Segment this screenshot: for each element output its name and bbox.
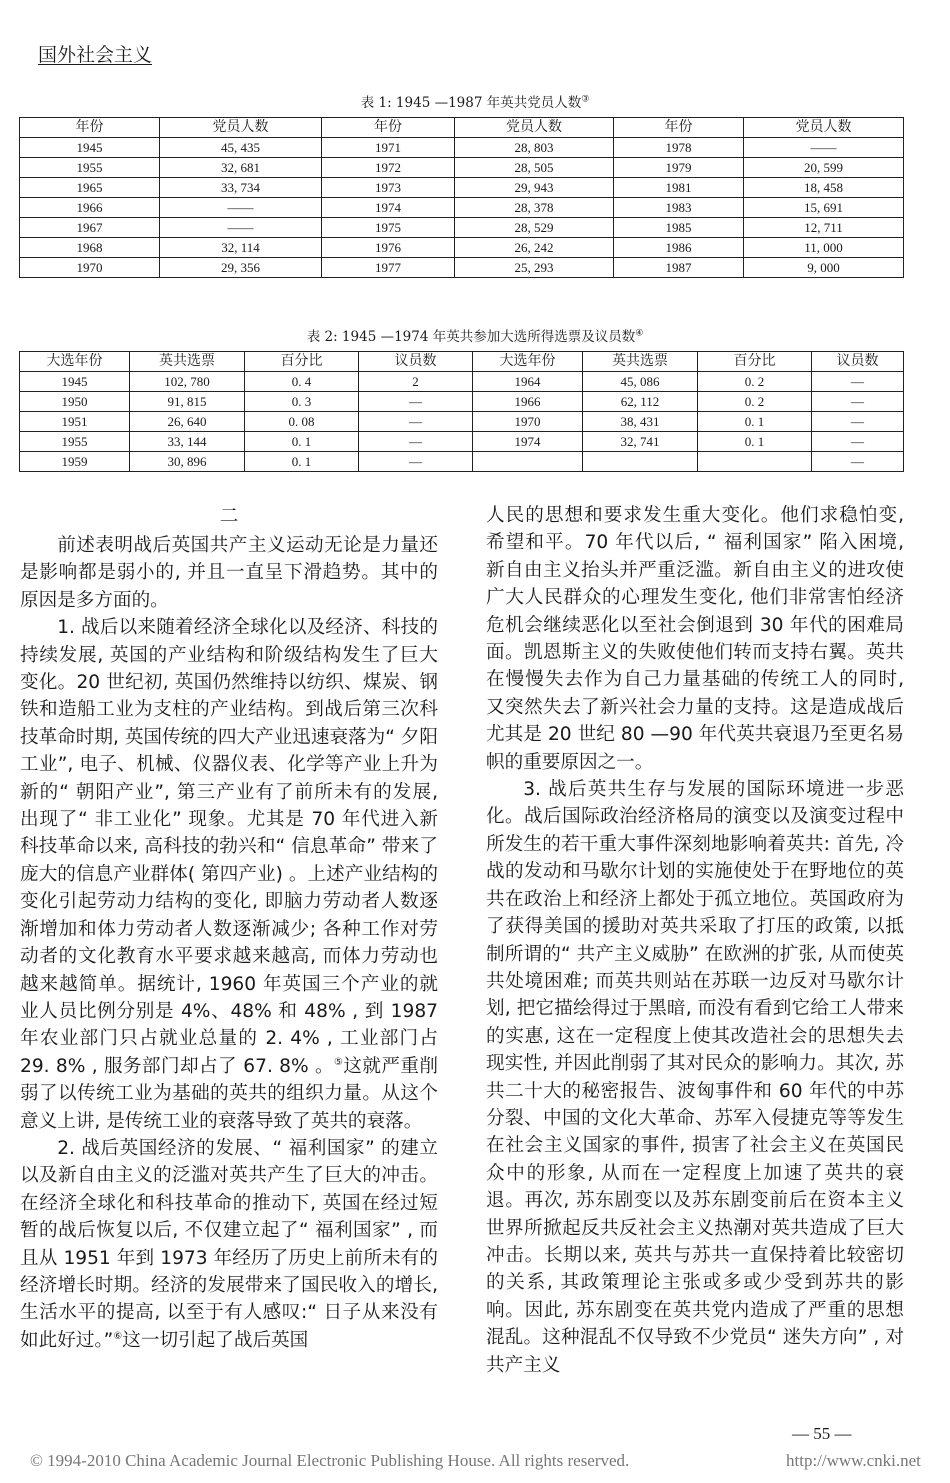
table-cell bbox=[583, 452, 698, 472]
body-paragraph bbox=[20, 614, 438, 1135]
table-cell: 1971 bbox=[322, 138, 455, 158]
table-cell: 1985 bbox=[614, 218, 744, 238]
election-results-table bbox=[19, 351, 904, 472]
table-cell: 102, 780 bbox=[130, 372, 245, 392]
header-votes: 英共选票 bbox=[130, 352, 245, 372]
table-cell: 12, 711 bbox=[744, 218, 904, 238]
table-cell: 1945 bbox=[20, 372, 130, 392]
table-row bbox=[20, 238, 904, 258]
table-cell: 1955 bbox=[20, 158, 160, 178]
header-year: 年份 bbox=[20, 118, 160, 138]
table-row bbox=[20, 258, 904, 278]
table-cell: — bbox=[812, 372, 904, 392]
table-cell: — bbox=[812, 392, 904, 412]
table-cell bbox=[698, 452, 812, 472]
journal-title: 国外社会主义 bbox=[38, 44, 153, 66]
copyright-notice: © 1994-2010 China Academic Journal Electronic Publishing House. All rights reserved. bbox=[30, 1451, 630, 1470]
table-cell: 1968 bbox=[20, 238, 160, 258]
header-members: 党员人数 bbox=[744, 118, 904, 138]
footer bbox=[30, 1451, 945, 1471]
table-cell: 1975 bbox=[322, 218, 455, 238]
table-cell: 15, 691 bbox=[744, 198, 904, 218]
table-cell: — bbox=[812, 432, 904, 452]
table-cell: 1976 bbox=[322, 238, 455, 258]
footer-url[interactable]: http://www.cnki.net bbox=[786, 1451, 921, 1470]
table-cell: 1966 bbox=[20, 198, 160, 218]
table-cell: 1974 bbox=[473, 432, 583, 452]
table-row bbox=[20, 452, 904, 472]
table-cell: — bbox=[812, 452, 904, 472]
table-cell: 32, 114 bbox=[160, 238, 322, 258]
table-cell: 1978 bbox=[614, 138, 744, 158]
table-cell: — bbox=[359, 432, 473, 452]
table2-caption bbox=[0, 325, 950, 345]
table-cell: 1974 bbox=[322, 198, 455, 218]
table-header-row bbox=[20, 118, 904, 138]
table-cell: 1964 bbox=[473, 372, 583, 392]
header-percent: 百分比 bbox=[245, 352, 359, 372]
header-members: 党员人数 bbox=[160, 118, 322, 138]
table-cell: 0. 1 bbox=[245, 432, 359, 452]
table-cell: 32, 681 bbox=[160, 158, 322, 178]
table-cell: — bbox=[359, 412, 473, 432]
header-percent: 百分比 bbox=[698, 352, 812, 372]
footnote-mark: ⑥ bbox=[113, 1330, 123, 1342]
paragraph-text: 2. 战后英国经济的发展、“ 福利国家” 的建立以及新自由主义的泛滥对英共产生了巨大的冲击。在经济全球化和科技革命的推动下, 英国在经过短暂的战后恢复以后, 不仅建立起了“ 福利国家” , 而且从 1951 年到 1973 年经历了历史上前所未有的经济增长时期。经济的发展带来了国民收入的增长, 生活水平的提高, 以至于有人感叹:“ 日子从来没有如此好过。” bbox=[20, 1137, 438, 1351]
table-cell: 33, 144 bbox=[130, 432, 245, 452]
table-cell: —— bbox=[160, 198, 322, 218]
table-cell: 28, 529 bbox=[455, 218, 614, 238]
table-cell: 1959 bbox=[20, 452, 130, 472]
table-cell: 1973 bbox=[322, 178, 455, 198]
table-cell: 1970 bbox=[20, 258, 160, 278]
table-cell: — bbox=[359, 392, 473, 412]
table-row bbox=[20, 392, 904, 412]
table-cell: 62, 112 bbox=[583, 392, 698, 412]
table-cell: — bbox=[359, 452, 473, 472]
table-cell: 0. 4 bbox=[245, 372, 359, 392]
table-cell: 32, 741 bbox=[583, 432, 698, 452]
table-cell: 18, 458 bbox=[744, 178, 904, 198]
table-cell: 1945 bbox=[20, 138, 160, 158]
table-cell: 1981 bbox=[614, 178, 744, 198]
table-cell: 25, 293 bbox=[455, 258, 614, 278]
table-cell: 45, 086 bbox=[583, 372, 698, 392]
table-cell: 1955 bbox=[20, 432, 130, 452]
body-paragraph: 人民的思想和要求发生重大变化。他们求稳怕变, 希望和平。70 年代以后, “ 福利国家” 陷入困境, 新自由主义抬头并严重泛滥。新自由主义的进攻使广大人民群众的心理发生变化, 他们非常害怕经济危机会继续恶化以至社会倒退到 30 年代的困难局面。凯恩斯主义的失败使他们转而支持右翼。英共在慢慢失去作为自己力量基础的传统工人的同时, 又突然失去了新兴社会力量的支持。这是造成战后尤其是 20 世纪 80 —90 年代英共衰退乃至更名易帜的重要原因之一。 bbox=[486, 505, 904, 773]
table-cell: 1986 bbox=[614, 238, 744, 258]
table1-caption bbox=[0, 91, 950, 111]
table-cell: 45, 435 bbox=[160, 138, 322, 158]
section-heading: 二 bbox=[219, 506, 239, 527]
table-cell: —— bbox=[744, 138, 904, 158]
table1-body bbox=[20, 138, 904, 278]
table-cell: 1950 bbox=[20, 392, 130, 412]
table-cell: 29, 943 bbox=[455, 178, 614, 198]
table1-caption-text: 表 1: 1945 —1987 年英共党员人数 bbox=[360, 95, 582, 111]
left-column bbox=[20, 502, 438, 1354]
table-row bbox=[20, 198, 904, 218]
body-paragraph: 前述表明战后英国共产主义运动无论是力量还是影响都是弱小的, 并且一直呈下滑趋势。其中的原因是多方面的。 bbox=[20, 535, 438, 611]
table2-footnote-mark: ④ bbox=[635, 328, 644, 339]
table-cell: 28, 505 bbox=[455, 158, 614, 178]
table-cell: 1979 bbox=[614, 158, 744, 178]
table-cell: 0. 1 bbox=[698, 412, 812, 432]
header-seats: 议员数 bbox=[812, 352, 904, 372]
table-cell: 0. 08 bbox=[245, 412, 359, 432]
table-cell: 1965 bbox=[20, 178, 160, 198]
body-paragraph: 3. 战后英共生存与发展的国际环境进一步恶化。战后国际政治经济格局的演变以及演变过程中所发生的若干重大事件深刻地影响着英共: 首先, 冷战的发动和马歇尔计划的实施使处于在野地位的英共在政治上和经济上都处于孤立地位。英国政府为了获得美国的援助对英共采取了打压的政策, 以抵制所谓的“ 共产主义威胁” 在欧洲的扩张, 从而使英共处境困难; 而英共则站在苏联一边反对马歇尔计划, 把它描绘得过于黑暗, 而没有看到它给工人带来的实惠, 这在一定程度上使其改造社会的思想失去现实性, 并因此削弱了其对民众的影响力。其次, 苏共二十大的秘密报告、波匈事件和 60 年代的中苏分裂、中国的文化大革命、苏军入侵捷克等等发生在社会主义国家的事件, 损害了社会主义在英国民众中的形象, 从而在一定程度上加速了英共的衰退。再次, 苏东剧变以及苏东剧变前后在资本主义世界所掀起反共反社会主义热潮对英共造成了巨大冲击。长期以来, 英共与苏共一直保持着比较密切的关系, 其政策理论主张或多或少受到苏共的影响。因此, 苏东剧变在英共党内造成了严重的思想混乱。这种混乱不仅导致不少党员“ 迷失方向” , 对共产主义 bbox=[486, 779, 904, 1376]
header-year: 年份 bbox=[322, 118, 455, 138]
table-cell: 26, 242 bbox=[455, 238, 614, 258]
table-cell: 0. 2 bbox=[698, 392, 812, 412]
table-cell: 29, 356 bbox=[160, 258, 322, 278]
header-seats: 议员数 bbox=[359, 352, 473, 372]
page-number: — 55 — bbox=[792, 1424, 852, 1443]
right-column bbox=[486, 502, 904, 1379]
table-cell: 28, 378 bbox=[455, 198, 614, 218]
header-members: 党员人数 bbox=[455, 118, 614, 138]
table-row bbox=[20, 372, 904, 392]
table-cell: 1970 bbox=[473, 412, 583, 432]
table-row bbox=[20, 412, 904, 432]
table-row bbox=[20, 218, 904, 238]
table-cell: 91, 815 bbox=[130, 392, 245, 412]
table-cell: 26, 640 bbox=[130, 412, 245, 432]
table-cell: 1972 bbox=[322, 158, 455, 178]
table2-body bbox=[20, 372, 904, 472]
header-year: 年份 bbox=[614, 118, 744, 138]
header-election-year: 大选年份 bbox=[20, 352, 130, 372]
paragraph-text: 1. 战后以来随着经济全球化以及经济、科技的持续发展, 英国的产业结构和阶级结构发生了巨大变化。20 世纪初, 英国仍然维持以纺织、煤炭、钢铁和造船工业为支柱的产业结构。到战后第三次科技革命时期, 英国传统的四大产业迅速衰落为“ 夕阳工业”, 电子、机械、仪器仪表、化学等产业上升为新的“ 朝阳产业”, 第三产业有了前所未有的发展, 出现了“ 非工业化” 现象。尤其是 70 年代进入新科技革命以来, 高科技的勃兴和“ 信息革命” 带来了庞大的信息产业群体( 第四产业) 。上述产业结构的变化引起劳动力结构的变化, 即脑力劳动者人数逐渐增加和体力劳动者人数逐渐减少; 各种工作对劳动者的文化教育水平要求越来越高, 而体力劳动也越来越简单。据统计, 1960 年英国三个产业的就业人员比例分别是 4%、48% 和 48% , 到 1987 年农业部门只占就业总量的 2. 4% , 工业部门占 29. 8% , 服务部门却占了 67. 8% 。 bbox=[20, 617, 438, 1077]
table-cell: 9, 000 bbox=[744, 258, 904, 278]
paragraph-text: 这一切引起了战后英国 bbox=[122, 1329, 309, 1351]
table-cell: 1967 bbox=[20, 218, 160, 238]
table-cell: 1983 bbox=[614, 198, 744, 218]
table-header-row bbox=[20, 352, 904, 372]
table-cell: 1951 bbox=[20, 412, 130, 432]
table-cell: 11, 000 bbox=[744, 238, 904, 258]
table-cell: 33, 734 bbox=[160, 178, 322, 198]
table-cell: 38, 431 bbox=[583, 412, 698, 432]
table-cell: 28, 803 bbox=[455, 138, 614, 158]
table-cell bbox=[473, 452, 583, 472]
table-cell: 0. 1 bbox=[698, 432, 812, 452]
table-cell: 0. 1 bbox=[245, 452, 359, 472]
table-cell: 2 bbox=[359, 372, 473, 392]
header-election-year: 大选年份 bbox=[473, 352, 583, 372]
table-cell: 1977 bbox=[322, 258, 455, 278]
paragraph-text: 这就严重削弱了以传统工业为基础的英共的组织力量。从这个意义上讲, 是传统工业的衰落导致了英共的衰落。 bbox=[20, 1055, 438, 1132]
party-membership-table bbox=[19, 117, 904, 278]
table-cell: 30, 896 bbox=[130, 452, 245, 472]
table-row bbox=[20, 158, 904, 178]
footnote-mark: ⑤ bbox=[334, 1056, 344, 1068]
table-cell: 0. 3 bbox=[245, 392, 359, 412]
table-row bbox=[20, 178, 904, 198]
table1-footnote-mark: ③ bbox=[581, 94, 590, 105]
table2-caption-text: 表 2: 1945 —1974 年英共参加大选所得选票及议员数 bbox=[306, 329, 636, 345]
table-cell: 1987 bbox=[614, 258, 744, 278]
table-row bbox=[20, 138, 904, 158]
table-cell: —— bbox=[160, 218, 322, 238]
header-votes: 英共选票 bbox=[583, 352, 698, 372]
table-row bbox=[20, 432, 904, 452]
body-paragraph bbox=[20, 1135, 438, 1354]
table-cell: 1966 bbox=[473, 392, 583, 412]
table-cell: — bbox=[812, 412, 904, 432]
table-cell: 20, 599 bbox=[744, 158, 904, 178]
table-cell: 0. 2 bbox=[698, 372, 812, 392]
